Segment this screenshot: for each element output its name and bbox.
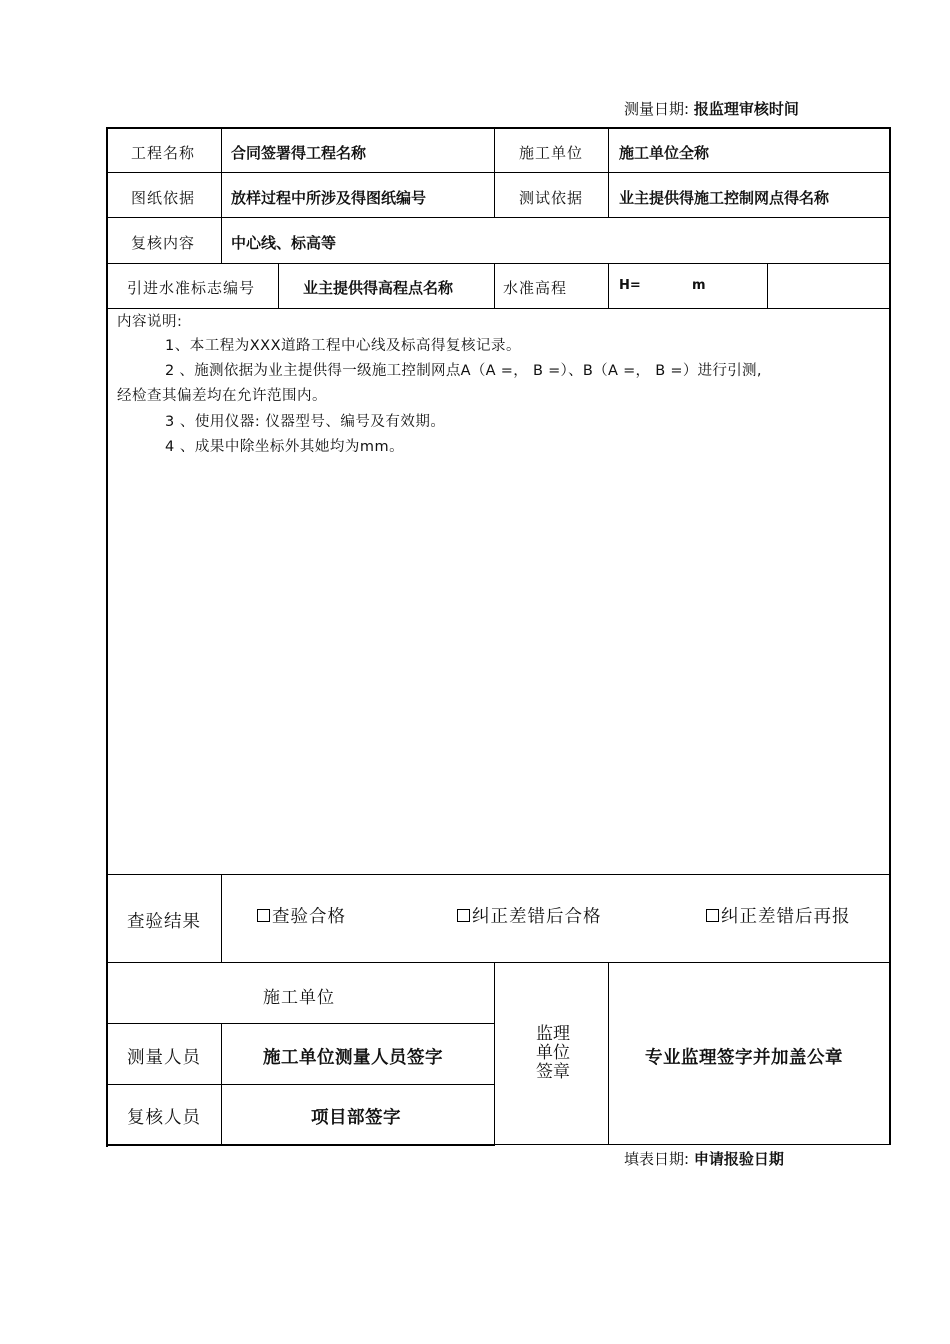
benchmark-value: 业主提供得高程点名称 [303,279,454,297]
option-passed-label: 查验合格 [272,907,346,927]
content-line-4: 3 、使用仪器: 仪器型号、编号及有效期。 [165,414,446,430]
reviewer-signature: 项目部签字 [311,1108,401,1128]
test-basis-value: 业主提供得施工控制网点得名称 [619,189,830,207]
reviewer-label: 复核人员 [127,1108,201,1128]
benchmark-label: 引进水准标志编号 [127,279,256,297]
supervision-label-line-3: 签章 [536,1062,570,1082]
supervision-label-line-2: 单位 [536,1043,570,1063]
drawing-basis-value: 放样过程中所涉及得图纸编号 [231,189,427,207]
survey-date-value: 报监理审核时间 [693,100,799,118]
project-name-label: 工程名称 [131,144,196,162]
level-elevation-label: 水准高程 [503,279,568,297]
option-corrected-resubmit-label: 纠正差错后再报 [721,907,851,927]
option-corrected-passed-label: 纠正差错后合格 [472,907,602,927]
option-corrected-resubmit[interactable] [706,903,851,928]
project-name-value: 合同签署得工程名称 [231,144,367,162]
supervision-label-line-1: 监理 [536,1024,570,1044]
fill-date [624,1148,784,1169]
surveyor-signature: 施工单位测量人员签字 [263,1048,443,1068]
option-passed[interactable] [257,903,346,928]
content-line-2: 2 、施测依据为业主提供得一级施工控制网点A（A =， B =）、B（A =， B =）进行引测, [165,363,762,379]
contractor-header: 施工单位 [263,988,335,1008]
content-line-1: 1、本工程为XXX道路工程中心线及标高得复核记录。 [165,338,522,354]
inspection-label: 查验结果 [127,912,201,932]
check-content-value: 中心线、标高等 [231,234,337,252]
contractor-value: 施工单位全称 [619,144,710,162]
content-line-5: 4 、成果中除坐标外其她均为mm。 [165,439,405,455]
contractor-label: 施工单位 [519,144,584,162]
test-basis-label: 测试依据 [519,189,584,207]
survey-date [624,98,799,119]
content-title: 内容说明: [117,314,183,330]
survey-date-label: 测量日期: [624,100,690,118]
checkbox-icon[interactable] [457,909,470,922]
level-elevation-h: H= [619,278,641,293]
content-line-3: 经检查其偏差均在允许范围内。 [117,388,327,404]
fill-date-value: 申请报验日期 [693,1150,784,1168]
drawing-basis-label: 图纸依据 [131,189,196,207]
supervision-signature: 专业监理签字并加盖公章 [645,1048,843,1068]
surveyor-label: 测量人员 [127,1048,201,1068]
checkbox-icon[interactable] [257,909,270,922]
fill-date-label: 填表日期: [624,1150,690,1168]
option-corrected-passed[interactable] [457,903,602,928]
supervision-label [533,1025,573,1082]
checkbox-icon[interactable] [706,909,719,922]
check-content-label: 复核内容 [131,234,196,252]
level-elevation-unit: m [692,278,706,293]
